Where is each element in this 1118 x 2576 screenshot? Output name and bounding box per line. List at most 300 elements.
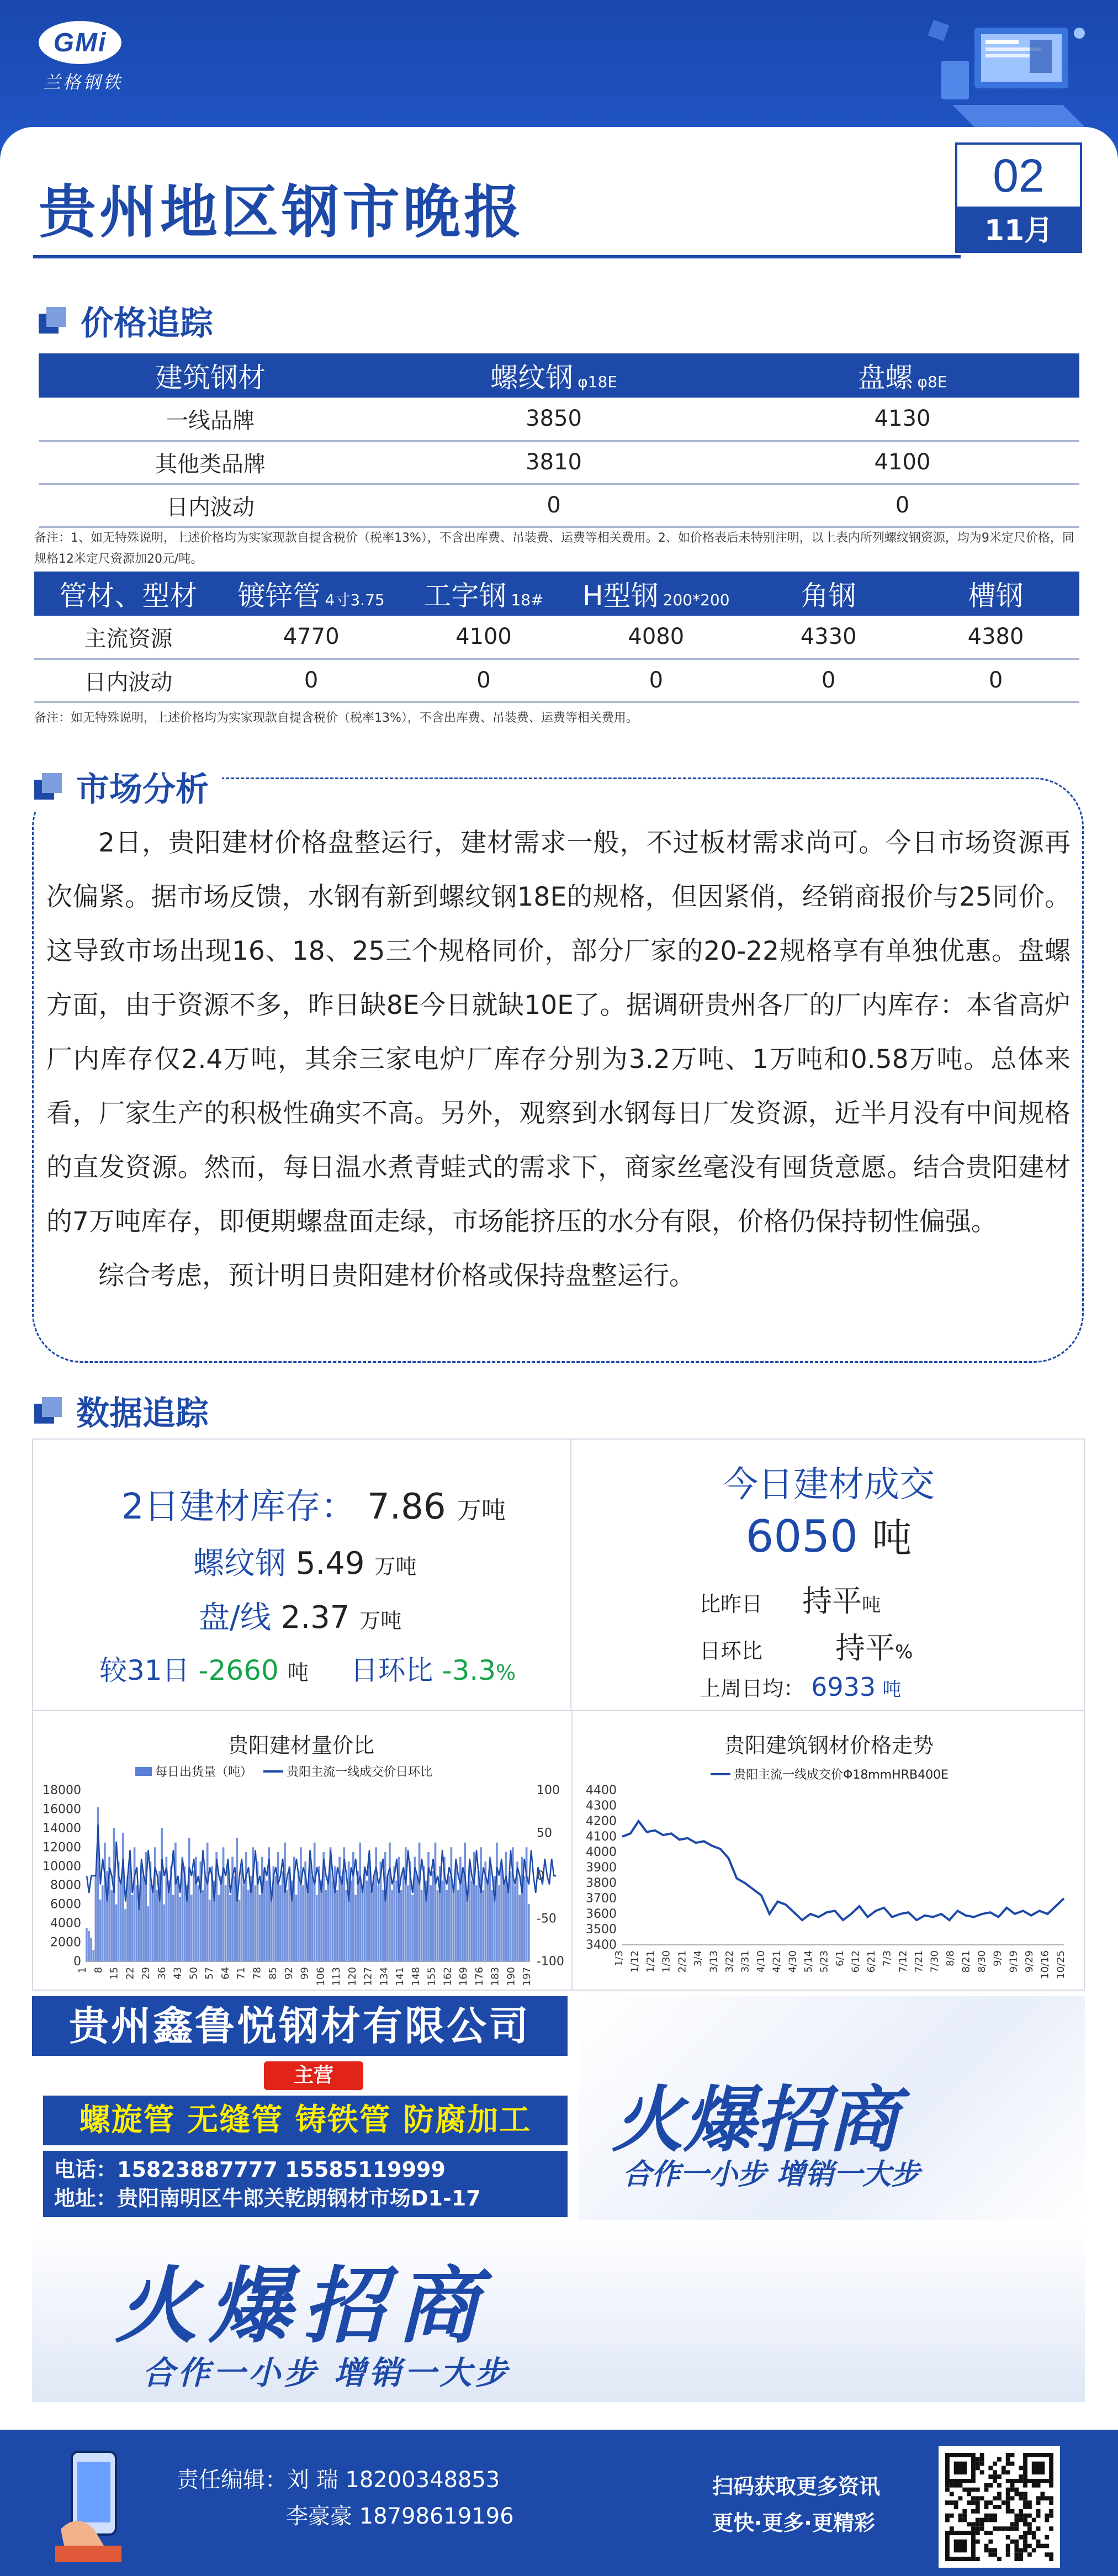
qr-module (980, 2453, 984, 2457)
legend-label: 贵阳主流一线成交价日环比 (287, 1765, 433, 1779)
volume-bar (254, 1885, 256, 1961)
volume-bar (411, 1895, 414, 1961)
volume-bar (462, 1871, 464, 1961)
qr-module (988, 2514, 993, 2518)
qr-module (1023, 2544, 1027, 2548)
qr-module (1032, 2535, 1036, 2540)
volume-chart-svg (33, 1779, 569, 1989)
volume-bar (471, 1881, 473, 1961)
qr-module (1023, 2540, 1027, 2544)
qr-module (1010, 2479, 1015, 2483)
header-spec: 18# (511, 591, 544, 609)
x-tick-label: 1/30 (660, 1950, 672, 1973)
volume-bar (90, 1938, 92, 1961)
y-tick-label: 8000 (50, 1879, 81, 1893)
volume-bar (366, 1881, 368, 1961)
coil-spec: φ8E (917, 373, 947, 391)
qr-module (997, 2483, 1002, 2488)
qr-module (1049, 2483, 1053, 2488)
qr-module (945, 2514, 950, 2518)
table-row (39, 484, 1079, 527)
volume-price-chart (33, 1713, 569, 1989)
volume-bar (391, 1890, 393, 1961)
qr-module (1006, 2470, 1010, 2474)
y-tick-label: 3800 (586, 1876, 617, 1890)
qr-module (993, 2496, 997, 2500)
qr-module (962, 2488, 967, 2492)
qr-module (1019, 2492, 1023, 2496)
qr-module (1045, 2514, 1049, 2518)
table-header-row (39, 353, 1079, 398)
editor-line: 李豪豪 18798619196 (286, 2504, 514, 2529)
volume-bar (204, 1876, 206, 1961)
deal-ratio-value: 持平 (835, 1631, 896, 1665)
qr-module (1006, 2492, 1010, 2496)
market-section-title: 市场分析 (76, 770, 209, 809)
x-tick-label: 9/19 (1008, 1950, 1020, 1973)
qr-module (967, 2492, 971, 2496)
qr-module (988, 2474, 993, 2479)
volume-bar (120, 1881, 122, 1961)
qr-module (945, 2500, 950, 2505)
y-tick-label: 16000 (43, 1802, 81, 1817)
deal-last-week (700, 1672, 901, 1702)
x-tick-label: 10/25 (1055, 1950, 1067, 1979)
qr-module (988, 2552, 993, 2557)
table-header-cell (912, 572, 1079, 616)
volume-bar (346, 1890, 348, 1961)
x-tick-label: 4/10 (755, 1950, 767, 1973)
y-tick-label: 3700 (586, 1892, 617, 1906)
qr-module (971, 2509, 976, 2514)
qr-module (1014, 2544, 1019, 2548)
volume-bar (92, 1950, 94, 1961)
qr-module (988, 2531, 993, 2535)
qr-module (988, 2548, 993, 2552)
qr-module (945, 2488, 950, 2492)
volume-bar (528, 1904, 530, 1961)
table-row (39, 441, 1079, 484)
volume-bar (152, 1885, 154, 1961)
price-cell: 0 (382, 484, 725, 527)
volume-bar (241, 1866, 243, 1961)
qr-module (976, 2522, 980, 2526)
qr-module (993, 2479, 997, 2483)
volume-bar (373, 1876, 375, 1961)
qr-module (1023, 2505, 1027, 2509)
qr-module (980, 2470, 984, 2474)
qr-module (950, 2500, 954, 2505)
volume-bar (110, 1890, 113, 1961)
qr-module (976, 2466, 980, 2471)
inventory-value: 7.86 (367, 1487, 446, 1527)
qr-module (1027, 2522, 1032, 2526)
x-tick-label: 4/30 (787, 1950, 799, 1973)
data-section-header (34, 1387, 209, 1435)
volume-bar (275, 1876, 277, 1961)
y-tick-label: 4100 (586, 1830, 617, 1844)
volume-bar (161, 1828, 163, 1961)
volume-bar (259, 1895, 261, 1961)
editor-line (177, 2462, 514, 2498)
y-tick-label: 4000 (50, 1917, 81, 1931)
logo-name: 兰格钢铁 (43, 72, 123, 93)
volume-bar (491, 1890, 494, 1961)
y-tick-label: 4300 (586, 1799, 617, 1813)
qr-module (945, 2483, 950, 2488)
volume-bar (482, 1890, 484, 1961)
coil-inventory (199, 1593, 401, 1637)
volume-bar (336, 1890, 338, 1961)
volume-bar (407, 1885, 409, 1961)
volume-bar (505, 1852, 507, 1961)
rebar-inventory-label: 螺纹钢 (193, 1546, 286, 1581)
x-tick-label: 43 (172, 1967, 184, 1980)
ad-company-block (32, 1996, 568, 2220)
y2-tick-label: 100 (537, 1784, 560, 1797)
qr-module (1006, 2548, 1010, 2552)
volume-bar (500, 1866, 502, 1961)
price-cell: 3810 (382, 441, 725, 484)
qr-module (1023, 2492, 1027, 2496)
qr-module (954, 2500, 958, 2505)
qr-module (984, 2505, 989, 2509)
ad-phone: 电话：15823887777 15585119999 (54, 2157, 446, 2182)
x-tick-label: 9/9 (992, 1950, 1004, 1966)
price-cell: 4770 (222, 616, 400, 659)
qr-module (980, 2462, 984, 2466)
qr-module (1032, 2518, 1036, 2522)
qr-module (1023, 2514, 1027, 2518)
qr-module (945, 2518, 950, 2522)
volume-bar (521, 1857, 523, 1961)
qr-module (1040, 2492, 1045, 2496)
x-tick-label: 127 (362, 1967, 374, 1986)
volume-bar (464, 1843, 466, 1961)
qr-module (1027, 2526, 1032, 2531)
volume-bar (239, 1900, 241, 1961)
header-label: H型钢 (582, 580, 659, 612)
volume-bar (154, 1847, 156, 1961)
qr-module (1010, 2522, 1015, 2526)
deal-panel (573, 1440, 1085, 1710)
volume-bar (266, 1881, 268, 1961)
volume-bar (375, 1847, 377, 1961)
x-tick-label: 7/30 (929, 1950, 941, 1973)
qr-module (984, 2514, 989, 2518)
legend-bar-swatch (135, 1767, 152, 1776)
y-tick-label: 14000 (43, 1821, 81, 1836)
qr-module (958, 2514, 963, 2518)
volume-bar (518, 1895, 521, 1961)
x-tick-label: 1/3 (613, 1950, 625, 1966)
qr-module (993, 2505, 997, 2509)
volume-bar (362, 1885, 364, 1961)
page-title: 贵州地区钢市晚报 (39, 178, 525, 246)
qr-module (1019, 2474, 1023, 2479)
x-tick-label: 197 (521, 1967, 533, 1986)
header-label: 镀锌管 (237, 580, 321, 612)
qr-module (1036, 2544, 1041, 2548)
volume-bar (325, 1890, 327, 1961)
qr-module (1045, 2496, 1049, 2500)
qr-module (1006, 2544, 1010, 2548)
qr-module (950, 2483, 954, 2488)
qr-module (1027, 2514, 1032, 2518)
qr-module (1023, 2531, 1027, 2535)
qr-module (1006, 2500, 1010, 2505)
deal-vs-yesterday (700, 1578, 881, 1620)
qr-code[interactable] (939, 2446, 1060, 2568)
scan-text: 扫码获取更多资讯 (712, 2474, 881, 2499)
qr-module (1023, 2548, 1027, 2552)
phone-hand-icon (55, 2446, 133, 2562)
qr-module (984, 2548, 989, 2552)
ad2-promo-title: 火爆招商 (115, 2258, 491, 2355)
header-label: 槽钢 (968, 580, 1024, 612)
volume-bar (261, 1857, 263, 1961)
qr-module (958, 2496, 963, 2500)
qr-module (962, 2514, 967, 2518)
change-unit: 吨 (287, 1660, 309, 1685)
x-tick-label: 8 (92, 1967, 104, 1974)
x-tick-label: 3/31 (739, 1950, 751, 1973)
row-label: 日内波动 (39, 484, 382, 527)
qr-module (1019, 2496, 1023, 2500)
qr-module (1045, 2552, 1049, 2557)
x-tick-label: 6/12 (850, 1950, 862, 1973)
qr-module (1019, 2518, 1023, 2522)
volume-bar (389, 1843, 391, 1961)
y-tick-label: 4400 (586, 1784, 617, 1797)
section-square-icon (34, 1397, 62, 1425)
ad2-promo-subtitle: 合作一小步 增销一大步 (142, 2354, 511, 2392)
volume-bar (282, 1871, 284, 1961)
volume-bar (229, 1895, 231, 1961)
volume-bar (177, 1876, 179, 1961)
price-cell: 3850 (382, 398, 725, 441)
qr-module (976, 2505, 980, 2509)
volume-bar (480, 1847, 482, 1961)
table-note: 备注：如无特殊说明，上述价格均为实家现款自提含税价（税率13%），不含出库费、吊装费、运费等相关费用。 (34, 711, 638, 725)
volume-bar (115, 1905, 118, 1961)
editor-info (177, 2462, 514, 2535)
volume-bar (354, 1895, 357, 1961)
table-row (39, 398, 1079, 441)
volume-bar (496, 1843, 498, 1961)
editor-label: 责任编辑： (177, 2467, 287, 2493)
y-tick-label: 3900 (586, 1861, 617, 1875)
volume-bar (263, 1871, 266, 1961)
x-tick-label: 176 (473, 1967, 485, 1986)
x-tick-label: 190 (505, 1967, 517, 1986)
legend-line-swatch (711, 1773, 730, 1775)
qr-module (1019, 2514, 1023, 2518)
x-tick-label: 8/30 (976, 1950, 988, 1973)
volume-bar (327, 1876, 330, 1961)
volume-bar (400, 1890, 402, 1961)
data-grid (32, 1438, 1085, 1991)
qr-module (1036, 2483, 1041, 2488)
row-label: 日内波动 (34, 659, 222, 702)
volume-bar (179, 1897, 181, 1961)
volume-bar (142, 1876, 145, 1961)
table-note: 备注：1、如无特殊说明，上述价格均为实家现款自提含税价（税率13%），不含出库费、吊装费、运费等相关费用。2、如价格表后未特别注明，以上表内所列螺纹钢资源，均为9米定尺价格，同规格12米定尺资源加20元/吨。 (34, 531, 1074, 566)
x-tick-label: 22 (124, 1967, 136, 1980)
qr-module (950, 2514, 954, 2518)
volume-bar (295, 1895, 298, 1961)
footer-cta (712, 2468, 880, 2541)
y2-tick-label: 50 (537, 1826, 552, 1840)
qr-module (1014, 2488, 1019, 2492)
x-tick-label: 7/21 (913, 1950, 925, 1973)
qr-module (997, 2505, 1002, 2509)
header-spec: 200*200 (663, 591, 730, 609)
volume-bar (311, 1876, 314, 1961)
inventory-change (99, 1648, 516, 1688)
table-header-cell (382, 353, 725, 398)
price-cell: 4130 (725, 398, 1079, 441)
x-tick-label: 155 (426, 1967, 438, 1986)
ad-banner-promo[interactable] (32, 2225, 1085, 2402)
price-section-header (39, 297, 213, 345)
table-header-cell (567, 572, 745, 616)
chart-title: 贵阳建筑钢材价格走势 (723, 1733, 934, 1758)
header-label: 角钢 (801, 580, 856, 612)
tech-illustration-icon (919, 11, 1096, 138)
qr-module (950, 2492, 954, 2496)
y2-tick-label: 0 (537, 1869, 544, 1883)
x-tick-label: 3/22 (724, 1950, 735, 1973)
ad-contact (43, 2151, 568, 2217)
change-label: 较31日 (99, 1654, 190, 1686)
volume-bar (453, 1885, 455, 1961)
date-month: 11月 (955, 209, 1082, 253)
qr-module (1036, 2496, 1041, 2500)
volume-bar (270, 1895, 272, 1961)
volume-bar (341, 1876, 343, 1961)
qr-module (1036, 2514, 1041, 2518)
volume-bar (502, 1881, 505, 1961)
deal-ratio (700, 1625, 913, 1667)
volume-bar (136, 1885, 138, 1961)
qr-module (976, 2509, 980, 2514)
price-cell: 4330 (745, 616, 912, 659)
ad-company-name: 贵州鑫鲁悦钢材有限公司 (32, 1996, 568, 2056)
volume-bar (418, 1843, 421, 1961)
x-tick-label: 10/16 (1039, 1950, 1051, 1979)
qr-module (1010, 2509, 1015, 2514)
volume-bar (514, 1885, 516, 1961)
qr-module (988, 2483, 993, 2488)
qr-module (1014, 2479, 1019, 2483)
x-tick-label: 92 (283, 1967, 295, 1980)
qr-module (1019, 2466, 1023, 2471)
header-label: 工字钢 (423, 580, 507, 612)
y2-tick-label: -50 (537, 1912, 557, 1926)
volume-bar (395, 1881, 398, 1961)
x-tick-label: 1/21 (645, 1950, 657, 1973)
ratio-label: 日环比 (350, 1654, 433, 1686)
qr-module (1036, 2509, 1041, 2514)
qr-module (980, 2522, 984, 2526)
qr-module (1006, 2457, 1010, 2462)
qr-module (988, 2500, 993, 2505)
volume-bar (156, 1890, 158, 1961)
qr-module (993, 2514, 997, 2518)
volume-bar (298, 1871, 300, 1961)
x-tick-label: 6/21 (866, 1950, 878, 1973)
volume-bar (370, 1890, 373, 1961)
x-tick-label: 134 (378, 1967, 390, 1986)
y-tick-label: 4200 (586, 1815, 617, 1828)
qr-module (988, 2466, 993, 2471)
x-tick-label: 64 (219, 1967, 231, 1980)
volume-bar (377, 1885, 379, 1961)
qr-module (1014, 2548, 1019, 2552)
y-tick-label: 3400 (586, 1938, 617, 1952)
x-tick-label: 8/21 (960, 1950, 972, 1973)
qr-module (1040, 2496, 1045, 2500)
price-cell: 0 (567, 659, 745, 702)
volume-bar (382, 1890, 384, 1961)
qr-module (984, 2483, 989, 2488)
ad-banner-company[interactable] (32, 1996, 1085, 2220)
qr-module (1014, 2514, 1019, 2518)
qr-module (1036, 2540, 1041, 2544)
volume-bar (122, 1833, 124, 1962)
qr-module (1032, 2531, 1036, 2535)
price-cell: 4100 (725, 441, 1079, 484)
qr-module (993, 2548, 997, 2552)
qr-module (997, 2496, 1002, 2500)
price-table-sections (34, 572, 1079, 703)
x-tick-label: 4/21 (771, 1950, 783, 1973)
rebar-inventory (193, 1539, 416, 1583)
qr-module (1010, 2526, 1015, 2531)
qr-module (1045, 2535, 1049, 2540)
grid-divider (33, 1710, 1085, 1711)
legend-label: 每日出货量（吨） (155, 1765, 253, 1779)
volume-bar (172, 1895, 174, 1961)
qr-module (1023, 2522, 1027, 2526)
volume-bar (421, 1890, 423, 1961)
qr-module (971, 2526, 976, 2531)
x-tick-label: 15 (108, 1967, 120, 1980)
qr-module (1045, 2518, 1049, 2522)
volume-bar (243, 1885, 245, 1961)
volume-bar (206, 1843, 209, 1961)
qr-module (1006, 2462, 1010, 2466)
header-spec: 4寸3.75 (325, 591, 385, 609)
deal-ratio-label: 日环比 (700, 1639, 763, 1663)
footer (0, 2430, 1118, 2576)
qr-module (1006, 2453, 1010, 2457)
qr-module (958, 2518, 963, 2522)
volume-bar (234, 1876, 236, 1961)
price-cell: 4380 (912, 616, 1079, 659)
volume-bar (134, 1847, 136, 1961)
coil-header-label: 盘螺 (857, 362, 913, 394)
qr-module (1049, 2552, 1053, 2557)
coil-inventory-unit: 万吨 (359, 1609, 402, 1633)
price-cell: 0 (745, 659, 912, 702)
x-tick-label: 8/8 (945, 1950, 956, 1966)
price-table-rebar (39, 353, 1079, 528)
qr-module (950, 2526, 954, 2531)
volume-bar (459, 1857, 462, 1961)
price-chart-svg (573, 1779, 1085, 1989)
